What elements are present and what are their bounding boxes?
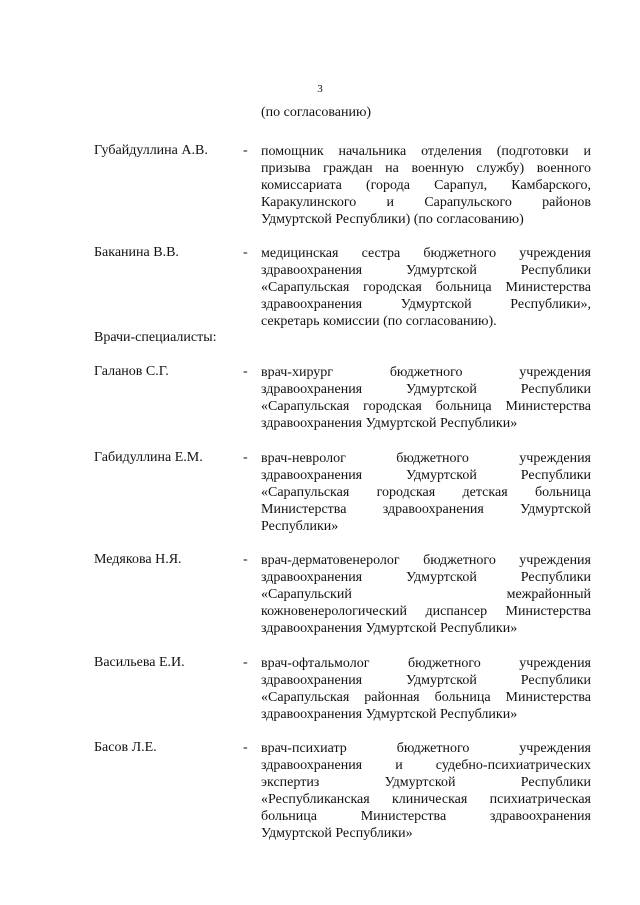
description-line: «Сарапульская городская детская больница xyxy=(261,485,591,500)
description-line: врач-дерматовенеролог бюджетного учреждения xyxy=(261,553,591,568)
description-line: «Сарапульский межрайонный xyxy=(261,587,591,602)
description-line: здравоохранения и судебно-психиатрических xyxy=(261,758,591,773)
dash-separator: - xyxy=(243,655,248,670)
description-line: секретарь комиссии (по согласованию). xyxy=(261,314,497,329)
member-description xyxy=(261,143,591,228)
member-description xyxy=(261,364,591,432)
dash-separator: - xyxy=(243,245,248,260)
page-number: 3 xyxy=(317,83,323,95)
description-line: Республики» xyxy=(261,519,339,534)
description-line: здравоохранения Удмуртской Республики» xyxy=(261,707,518,722)
member-description xyxy=(261,552,591,637)
member-name: Васильева Е.И. xyxy=(94,655,185,670)
description-line: больница Министерства здравоохранения xyxy=(261,809,591,824)
description-line: врач-невролог бюджетного учреждения xyxy=(261,451,591,466)
member-description xyxy=(261,655,591,723)
dash-separator: - xyxy=(243,143,248,158)
description-line: врач-психиатр бюджетного учреждения xyxy=(261,741,591,756)
member-description xyxy=(261,740,591,842)
description-line: Каракулинского и Сарапульского районов xyxy=(261,195,591,210)
member-description xyxy=(261,245,591,330)
member-name: Габидуллина Е.М. xyxy=(94,450,203,465)
description-line: здравоохранения Удмуртской Республики xyxy=(261,468,591,483)
member-description xyxy=(261,450,591,535)
description-line: призыва граждан на военную службу) военного xyxy=(261,161,591,176)
member-name: Галанов С.Г. xyxy=(94,364,169,379)
description-line: здравоохранения Удмуртской Республики xyxy=(261,673,591,688)
description-line: «Республиканская клиническая психиатрическая xyxy=(261,792,591,807)
dash-separator: - xyxy=(243,552,248,567)
description-line: «Сарапульская районная больница Министерства xyxy=(261,690,591,705)
description-line: здравоохранения Удмуртской Республики», xyxy=(261,297,591,312)
section-heading: Врачи-специалисты: xyxy=(94,330,217,345)
description-line: здравоохранения Удмуртской Республики xyxy=(261,570,591,585)
description-line: Министерства здравоохранения Удмуртской xyxy=(261,502,591,517)
description-line: здравоохранения Удмуртской Республики» xyxy=(261,621,518,636)
continuation-note: (по согласованию) xyxy=(261,105,372,120)
description-line: здравоохранения Удмуртской Республики» xyxy=(261,416,518,431)
description-line: экспертиз Удмуртской Республики xyxy=(261,775,591,790)
dash-separator: - xyxy=(243,450,248,465)
description-line: здравоохранения Удмуртской Республики xyxy=(261,263,591,278)
description-line: Удмуртской Республики) (по согласованию) xyxy=(261,212,524,227)
description-line: кожновенерологический диспансер Министерства xyxy=(261,604,591,619)
description-line: здравоохранения Удмуртской Республики xyxy=(261,382,591,397)
description-line: врач-хирург бюджетного учреждения xyxy=(261,365,591,380)
member-name: Басов Л.Е. xyxy=(94,740,157,755)
description-line: комиссариата (города Сарапул, Камбарского, xyxy=(261,178,591,193)
dash-separator: - xyxy=(243,740,248,755)
member-name: Губайдуллина А.В. xyxy=(94,143,208,158)
dash-separator: - xyxy=(243,364,248,379)
description-line: Удмуртской Республики» xyxy=(261,826,413,841)
member-name: Баканина В.В. xyxy=(94,245,179,260)
description-line: медицинская сестра бюджетного учреждения xyxy=(261,246,591,261)
description-line: врач-офтальмолог бюджетного учреждения xyxy=(261,656,591,671)
description-line: «Сарапульская городская больница Министерства xyxy=(261,280,591,295)
description-line: «Сарапульская городская больница Министерства xyxy=(261,399,591,414)
member-name: Медякова Н.Я. xyxy=(94,552,182,567)
description-line: помощник начальника отделения (подготовки и xyxy=(261,144,591,159)
